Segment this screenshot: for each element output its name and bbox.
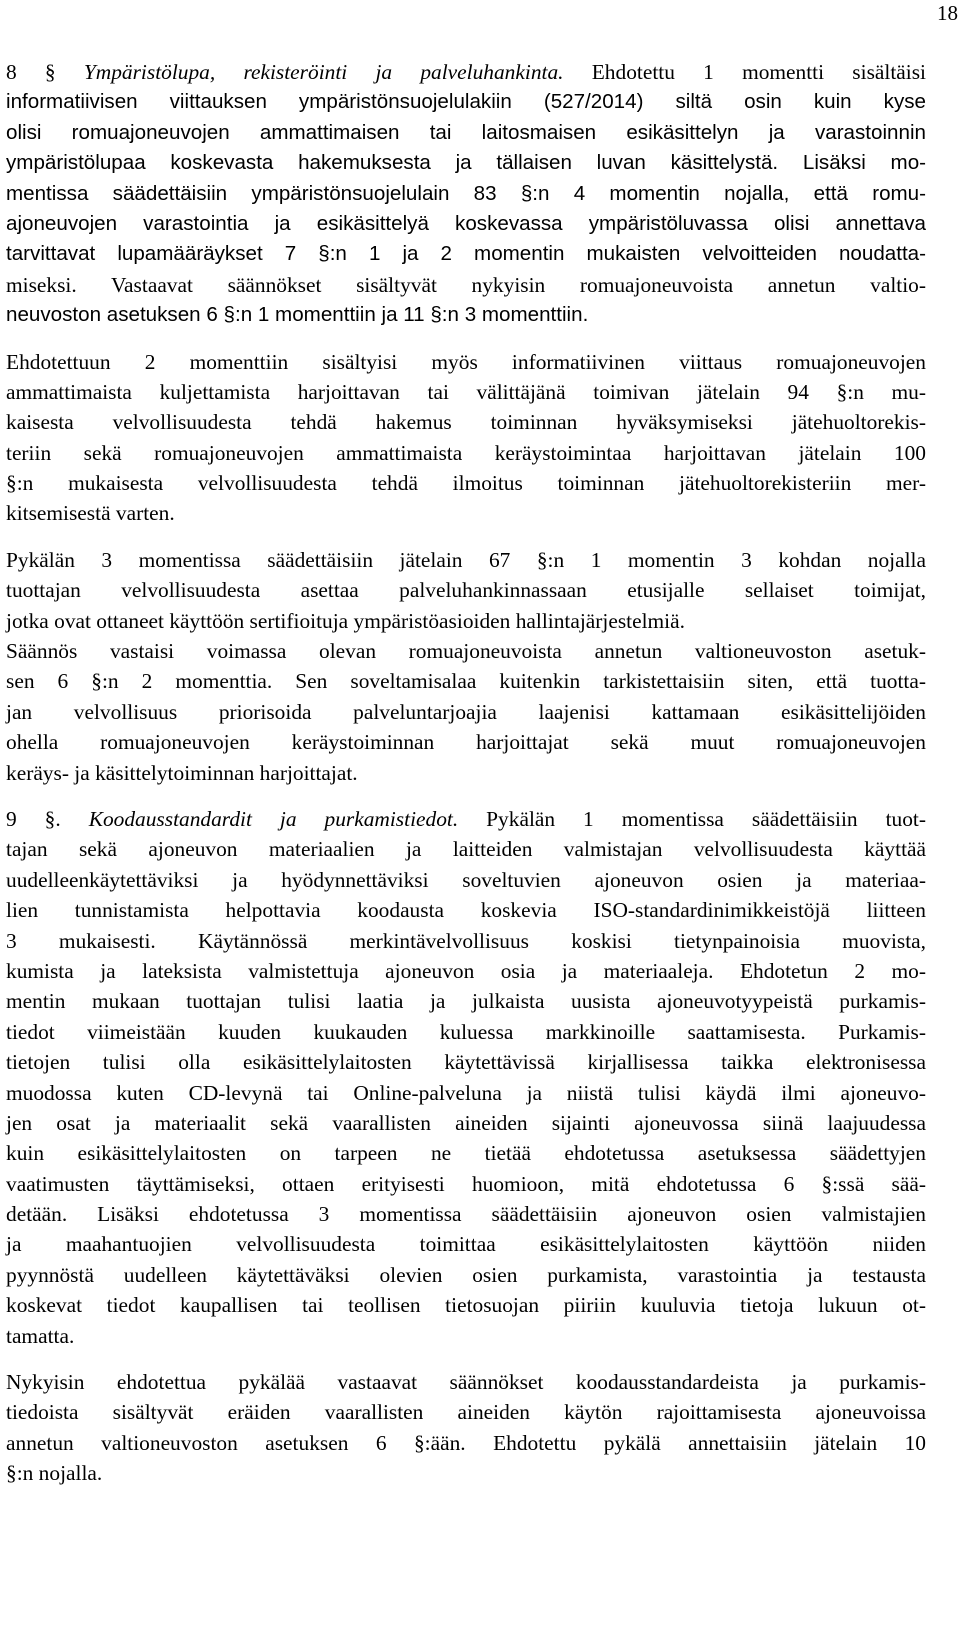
- text-segment: Ehdotettu 1 momentti sisältäisi: [563, 60, 926, 84]
- text-line: [6, 545, 926, 575]
- text-line: [6, 87, 926, 117]
- text-line: [6, 239, 926, 269]
- text-segment: uudelleenkäytettäviksi ja hyödynnettäviksi soveltuvien ajoneuvon osien ja materiaa-: [6, 867, 926, 892]
- document-body: [6, 57, 926, 1489]
- text-line: [6, 1367, 926, 1397]
- text-segment: muodossa kuten CD-levynä tai Online-palveluna ja niistä tulisi käydä ilmi ajoneuvo-: [6, 1080, 926, 1105]
- text-segment: kuin esikäsittelylaitosten on tarpeen ne tietää ehdotetussa asetuksessa säädettyjen: [6, 1141, 926, 1166]
- text-segment: vaatimusten täyttämiseksi, ottaen erityisesti huomioon, mitä ehdotetussa 6 §:ssä sää-: [6, 1171, 926, 1196]
- paragraph-gap: [6, 529, 926, 545]
- text-line: [6, 666, 926, 696]
- text-segment: ajoneuvojen varastointia ja esikäsittelyä koskevassa ympäristöluvassa olisi annettava: [6, 211, 926, 235]
- text-line: [6, 148, 926, 178]
- section-heading-text: Koodausstandardit ja purkamistiedot.: [88, 806, 459, 831]
- paragraph-gap: [6, 1351, 926, 1367]
- text-line: [6, 1260, 926, 1290]
- text-segment: Lisäksi mo-: [778, 151, 927, 175]
- section-heading-text: Ympäristölupa, rekisteröinti ja palveluhankinta.: [83, 60, 564, 84]
- text-line: [6, 636, 926, 666]
- text-segment: tuottajan velvollisuudesta asettaa palveluhankinnassaan etusijalle sellaiset toimijat,: [6, 578, 926, 603]
- text-line: [6, 986, 926, 1016]
- text-segment: sen 6 §:n 2 momenttia. Sen soveltamisalaa kuitenkin tarkistettaisiin siten, että tuotta-: [6, 669, 926, 694]
- paragraph: [6, 545, 926, 788]
- text-line: [6, 270, 926, 300]
- text-line: [6, 1017, 926, 1047]
- text-line: [6, 57, 926, 87]
- text-segment: informatiivisen viittauksen ympäristönsuojelulakiin (527/2014) siltä osin kuin kyse: [6, 90, 926, 114]
- text-line: [6, 804, 926, 834]
- text-line: [6, 1321, 926, 1351]
- paragraph: [6, 1367, 926, 1489]
- text-segment: mentissa säädettäisiin ympäristönsuojelulain 83 §:n 4 momentin nojalla, että romu-: [6, 181, 926, 205]
- text-segment: mentin mukaan tuottajan tulisi laatia ja julkaista uusista ajoneuvotyypeistä purkamis-: [6, 989, 926, 1014]
- text-line: [6, 606, 926, 636]
- text-line: [6, 438, 926, 468]
- text-line: [6, 1229, 926, 1259]
- text-line: [6, 498, 926, 528]
- text-segment: §:n nojalla.: [6, 1461, 103, 1486]
- text-segment: keräys- ja käsittelytoiminnan harjoittajat.: [6, 760, 358, 785]
- text-line: [6, 1199, 926, 1229]
- text-segment: 9 §.: [6, 806, 89, 831]
- text-line: [6, 179, 926, 209]
- text-segment: kitsemisestä varten.: [6, 501, 175, 526]
- text-line: [6, 347, 926, 377]
- text-line: [6, 697, 926, 727]
- paragraph: [6, 347, 926, 529]
- text-line: [6, 926, 926, 956]
- text-line: [6, 865, 926, 895]
- text-segment: olisi romuajoneuvojen ammattimaisen tai laitosmaisen esikäsittelyn ja varastoinnin: [6, 120, 926, 144]
- text-segment: ympäristölupaa koskevasta hakemuksesta ja tällaisen luvan käsittelystä.: [6, 151, 779, 175]
- text-segment: kumista ja lateksista valmistettuja ajoneuvon osia ja materiaaleja. Ehdotetun 2 mo-: [6, 958, 926, 983]
- text-line: [6, 377, 926, 407]
- text-line: [6, 1078, 926, 1108]
- paragraph: [6, 57, 926, 331]
- text-line: [6, 300, 926, 330]
- text-segment: koskevat tiedot kaupallisen tai teollisen tietosuojan piiriin kuuluvia tietoja lukuun ot-: [6, 1293, 926, 1318]
- text-segment: Säännös vastaisi voimassa olevan romuajoneuvoista annetun valtioneuvoston asetuk-: [6, 639, 926, 664]
- text-segment: tiedot viimeistään kuuden kuukauden kuluessa markkinoille saattamisesta. Purkamis-: [6, 1019, 926, 1044]
- text-line: [6, 1169, 926, 1199]
- text-line: [6, 1397, 926, 1427]
- text-segment: Pykälän 1 momentissa säädettäisiin tuot-: [458, 806, 926, 831]
- text-segment: jotka ovat ottaneet käyttöön sertifioituja ympäristöasioiden hallintajärjestelmiä.: [6, 608, 685, 633]
- text-segment: annetun valtioneuvoston asetuksen 6 §:ään. Ehdotettu pykälä annettaisiin jätelain 10: [6, 1430, 926, 1455]
- text-segment: tiedoista sisältyvät eräiden vaarallisten aineiden käytön rajoittamisesta ajoneuvoissa: [6, 1400, 926, 1425]
- text-line: [6, 1290, 926, 1320]
- text-segment: detään. Lisäksi ehdotetussa 3 momentissa säädettäisiin ajoneuvon osien valmistajien: [6, 1202, 926, 1227]
- text-line: [6, 895, 926, 925]
- text-segment: tajan sekä ajoneuvon materiaalien ja laitteiden valmistajan velvollisuudesta käyttää: [6, 837, 926, 862]
- text-segment: 8 §: [6, 60, 84, 84]
- text-segment: jan velvollisuus priorisoida palveluntarjoajia laajenisi kattamaan esikäsittelijöiden: [6, 699, 926, 724]
- text-segment: 3 mukaisesti. Käytännössä merkintävelvollisuus koskisi tietynpainoisia muovista,: [6, 928, 926, 953]
- text-segment: ammattimaista kuljettamista harjoittavan tai välittäjänä toimivan jätelain 94 §:n mu-: [6, 379, 926, 404]
- text-segment: ja maahantuojien velvollisuudesta toimittaa esikäsittelylaitosten käyttöön niiden: [6, 1232, 926, 1257]
- text-line: [6, 1458, 926, 1488]
- text-line: [6, 407, 926, 437]
- paragraph-gap: [6, 331, 926, 347]
- text-segment: neuvoston asetuksen 6 §:n 1 momenttiin ja 11 §:n 3 momenttiin.: [6, 303, 589, 327]
- text-segment: §:n mukaisesta velvollisuudesta tehdä ilmoitus toiminnan jätehuoltorekisteriin mer-: [6, 471, 926, 496]
- text-segment: ohella romuajoneuvojen keräystoiminnan harjoittajat sekä muut romuajoneuvojen: [6, 730, 926, 755]
- text-segment: Pykälän 3 momentissa säädettäisiin jätelain 67 §:n 1 momentin 3 kohdan nojalla: [6, 547, 926, 572]
- text-segment: Vastaavat säännökset sisältyvät nykyisin romuajoneuvoista annetun valtio-: [76, 272, 926, 297]
- text-segment: lien tunnistamista helpottavia koodausta koskevia ISO-standardinimikkeistöjä liitteen: [6, 898, 926, 923]
- text-line: [6, 834, 926, 864]
- paragraph: [6, 804, 926, 1351]
- text-line: [6, 118, 926, 148]
- page-number: 18: [937, 1, 958, 25]
- text-line: [6, 209, 926, 239]
- text-line: [6, 727, 926, 757]
- text-segment: pyynnöstä uudelleen käytettäväksi olevien osien purkamista, varastointia ja testausta: [6, 1262, 926, 1287]
- text-segment: tarvittavat lupamääräykset 7 §:n 1 ja 2 momentin mukaisten velvoitteiden noudatta-: [6, 242, 926, 266]
- text-line: [6, 1047, 926, 1077]
- text-segment: miseksi.: [6, 272, 77, 297]
- text-segment: kaisesta velvollisuudesta tehdä hakemus toiminnan hyväksymiseksi jätehuoltorekis-: [6, 410, 926, 435]
- text-line: [6, 468, 926, 498]
- text-segment: teriin sekä romuajoneuvojen ammattimaista keräystoimintaa harjoittavan jätelain 100: [6, 440, 926, 465]
- text-segment: tietojen tulisi olla esikäsittelylaitosten käytettävissä kirjallisessa taikka elektronisessa: [6, 1050, 926, 1075]
- text-segment: tamatta.: [6, 1323, 75, 1348]
- text-segment: Ehdotettuun 2 momenttiin sisältyisi myös informatiivinen viittaus romuajoneuvojen: [6, 349, 926, 374]
- text-segment: Nykyisin ehdotettua pykälää vastaavat säännökset koodausstandardeista ja purkamis-: [6, 1370, 926, 1395]
- text-line: [6, 1138, 926, 1168]
- paragraph-gap: [6, 788, 926, 804]
- text-line: [6, 1108, 926, 1138]
- text-line: [6, 758, 926, 788]
- text-line: [6, 575, 926, 605]
- text-line: [6, 1428, 926, 1458]
- text-segment: jen osat ja materiaalit sekä vaarallisten aineiden sijainti ajoneuvossa siinä laajuudessa: [6, 1110, 926, 1135]
- text-line: [6, 956, 926, 986]
